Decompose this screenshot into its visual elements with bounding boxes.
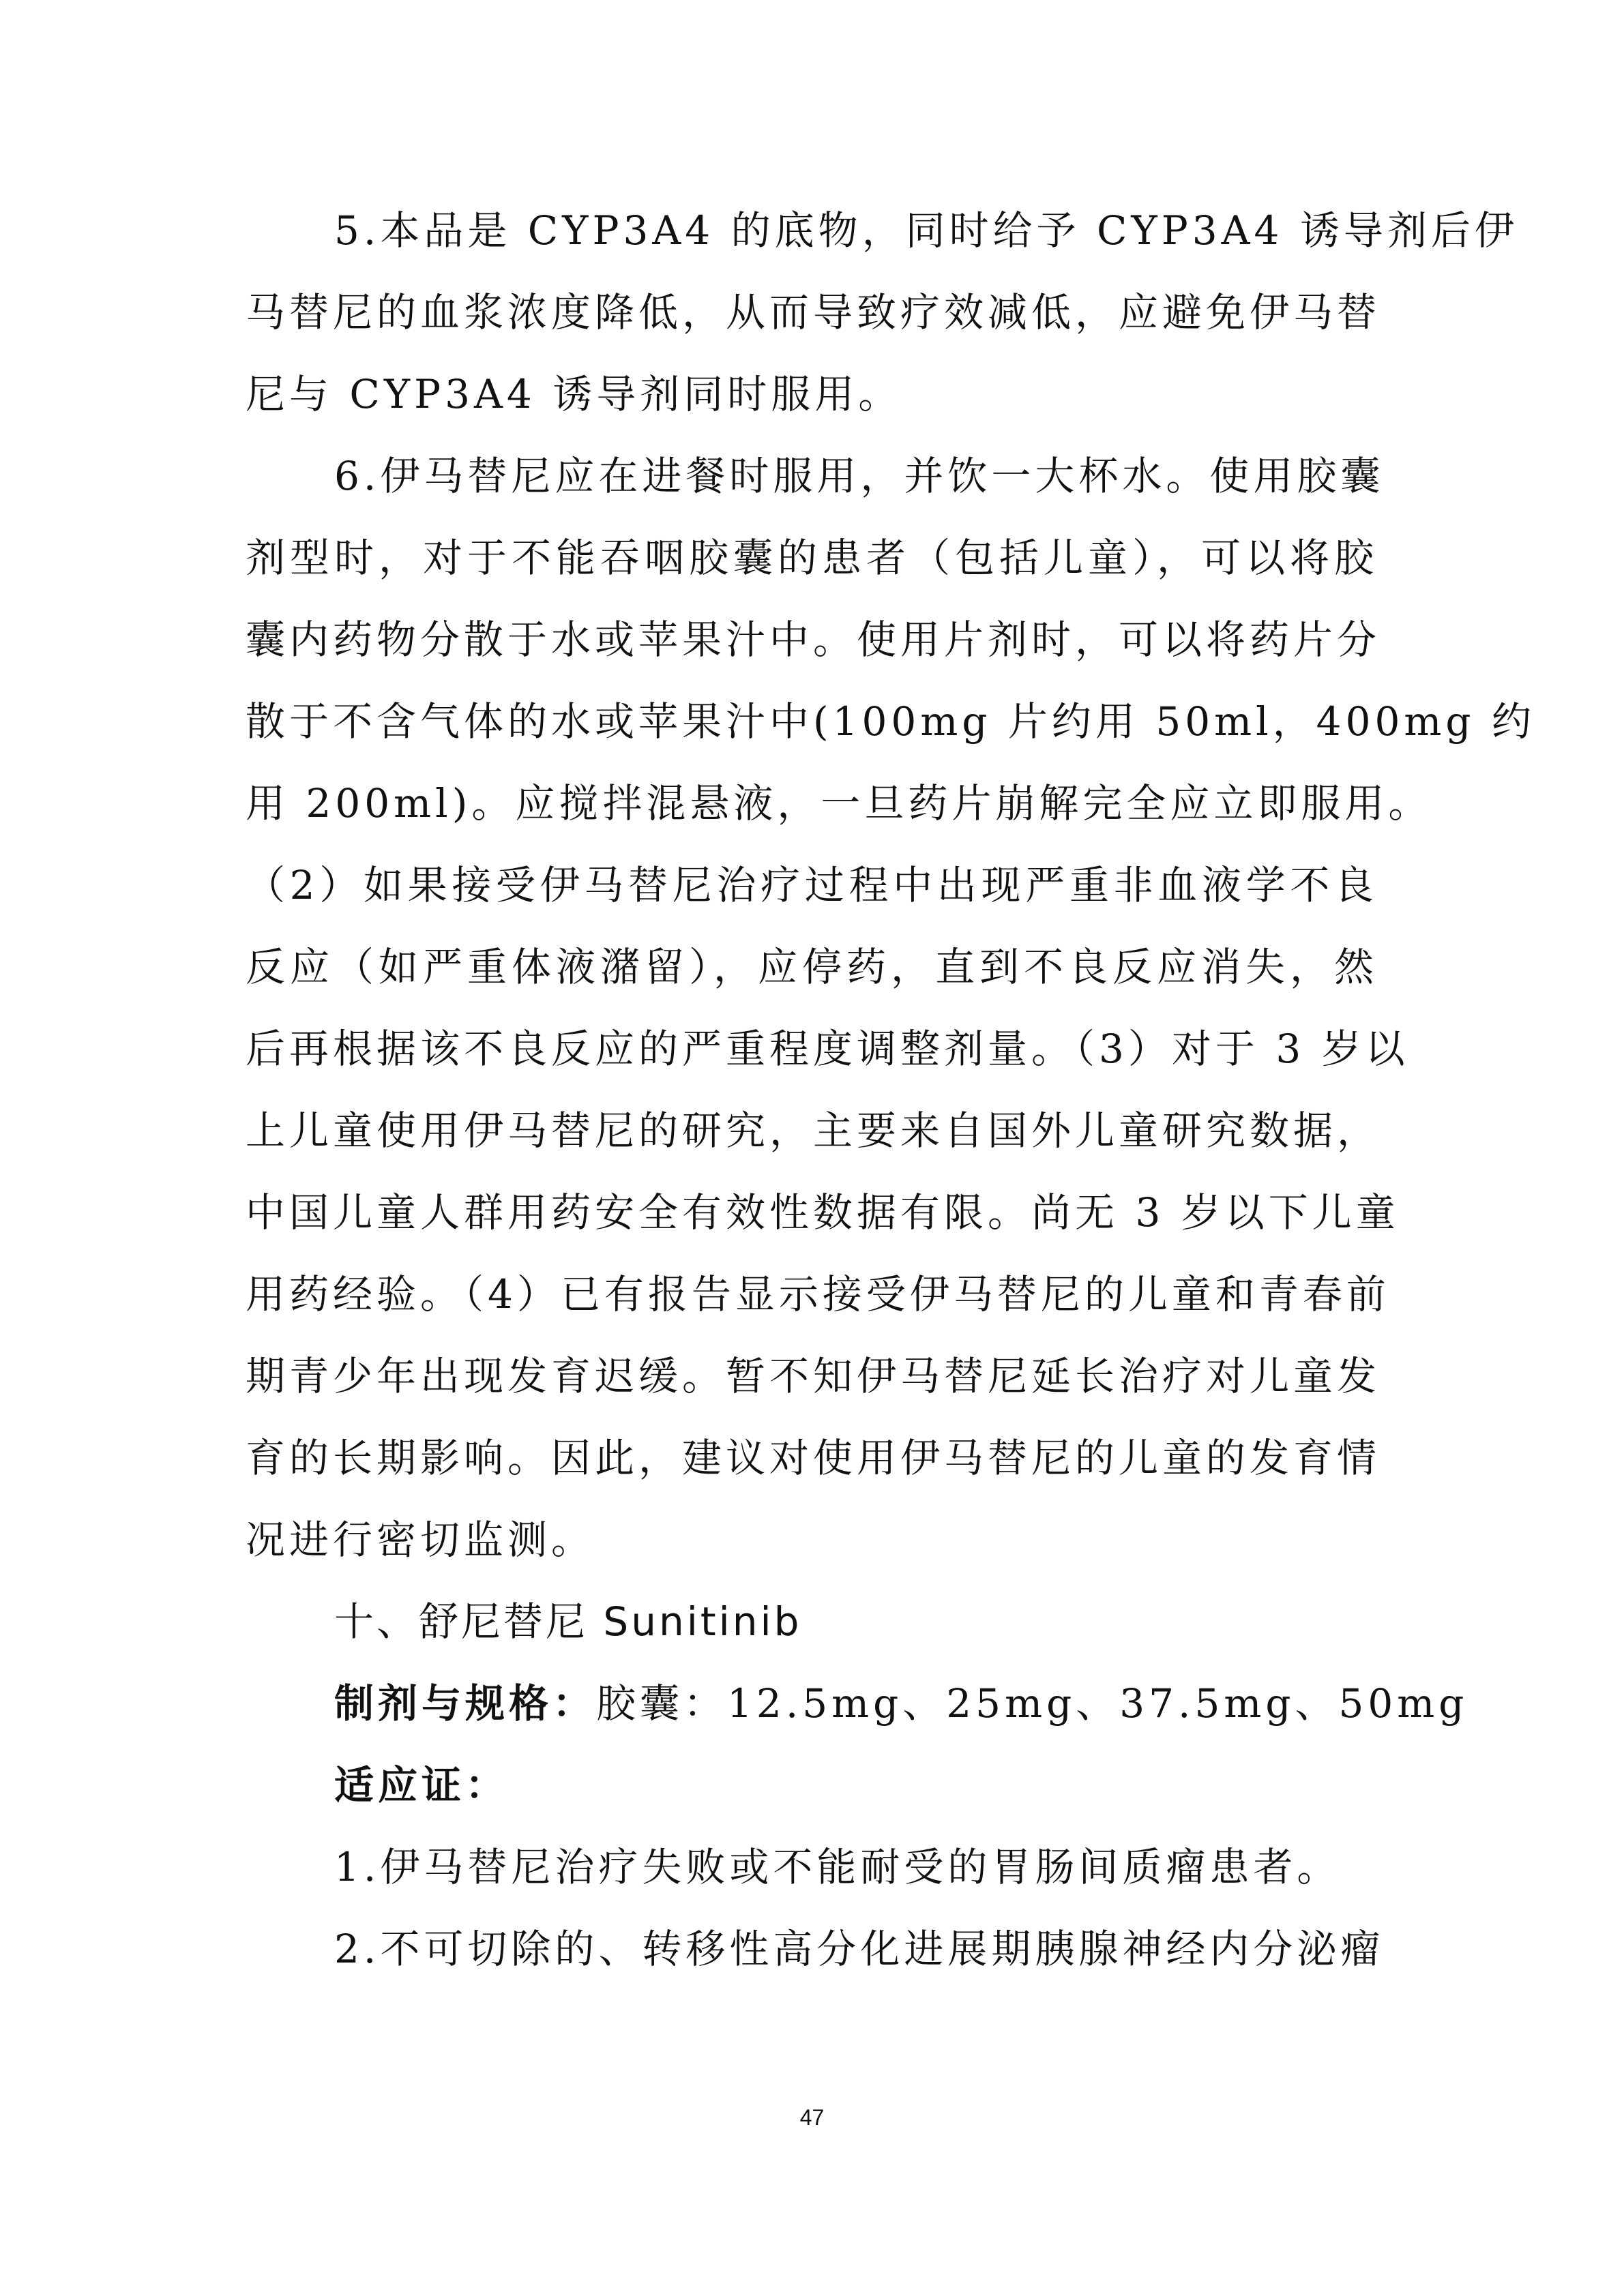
body-line-9: （2）如果接受伊马替尼治疗过程中出现严重非血液学不良 <box>246 862 1378 908</box>
spec-line <box>334 1676 1468 1731</box>
body-line-14: 用药经验。（4）已有报告显示接受伊马替尼的儿童和青春前 <box>246 1271 1390 1317</box>
body-line-5: 剂型时，对于不能吞咽胶囊的患者（包括儿童），可以将胶 <box>246 535 1378 581</box>
body-line-11: 后再根据该不良反应的严重程度调整剂量。（3）对于 3 岁以 <box>246 1026 1409 1072</box>
indication-item-2: 2.不可切除的、转移性高分化进展期胰腺神经内分泌瘤 <box>334 1926 1385 1972</box>
spec-value: 胶囊：12.5mg、25mg、37.5mg、50mg <box>596 1680 1468 1727</box>
body-line-6: 囊内药物分散于水或苹果汁中。使用片剂时，可以将药片分 <box>246 616 1381 663</box>
body-line-4: 6.伊马替尼应在进餐时服用，并饮一大杯水。使用胶囊 <box>334 453 1385 499</box>
spec-label: 制剂与规格： <box>334 1680 597 1727</box>
body-line-17: 况进行密切监测。 <box>246 1517 595 1563</box>
body-line-16: 育的长期影响。因此，建议对使用伊马替尼的儿童的发育情 <box>246 1435 1381 1481</box>
body-line-3: 尼与 CYP3A4 诱导剂同时服用。 <box>246 371 902 417</box>
page-number: 47 <box>799 2105 825 2130</box>
body-line-10: 反应（如严重体液潴留），应停药，直到不良反应消失，然 <box>246 944 1378 990</box>
body-line-8: 用 200ml)。应搅拌混悬液，一旦药片崩解完全应立即服用。 <box>246 780 1432 826</box>
body-line-13: 中国儿童人群用药安全有效性数据有限。尚无 3 岁以下儿童 <box>246 1189 1400 1236</box>
indication-label: 适应证： <box>334 1762 510 1808</box>
indication-item-1: 1.伊马替尼治疗失败或不能耐受的胃肠间质瘤患者。 <box>334 1844 1341 1890</box>
body-line-2: 马替尼的血浆浓度降低，从而导致疗效减低，应避免伊马替 <box>246 289 1381 336</box>
body-line-15: 期青少年出现发育迟缓。暂不知伊马替尼延长治疗对儿童发 <box>246 1353 1381 1399</box>
body-line-12: 上儿童使用伊马替尼的研究，主要来自国外儿童研究数据， <box>246 1107 1381 1154</box>
section-heading: 十、舒尼替尼 Sunitinib <box>334 1598 802 1645</box>
body-line-1: 5.本品是 CYP3A4 的底物，同时给予 CYP3A4 诱导剂后伊 <box>334 207 1518 254</box>
body-line-7: 散于不含气体的水或苹果汁中(100mg 片约用 50ml，400mg 约 <box>246 698 1535 745</box>
